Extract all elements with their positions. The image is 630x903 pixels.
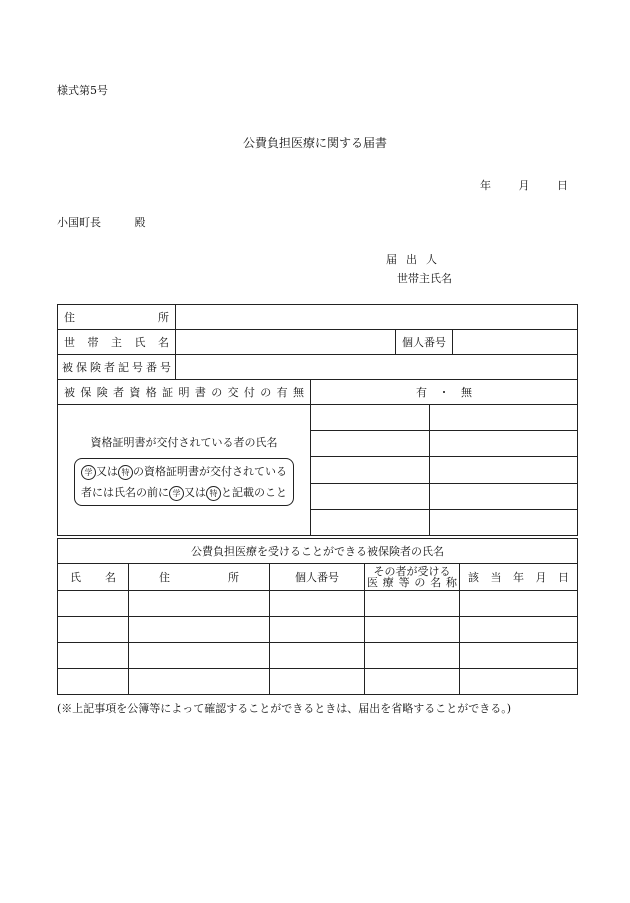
certificate-holder-grid: [311, 405, 578, 536]
holder-name-cell[interactable]: [311, 483, 429, 509]
form-number: 様式第5号: [57, 84, 108, 97]
recipient-number-cell[interactable]: [270, 643, 365, 669]
note-line-2: [81, 482, 287, 503]
personal-number-field[interactable]: [453, 330, 578, 355]
recipient-care-cell[interactable]: [365, 617, 460, 643]
addressee: [57, 214, 146, 230]
student-symbol-icon: 学: [169, 486, 184, 501]
householder-name-field[interactable]: [176, 330, 396, 355]
personal-number-label: 個人番号: [396, 330, 453, 355]
date-month-label: 月: [518, 179, 530, 192]
recipient-date-cell[interactable]: [460, 617, 578, 643]
addressee-honorific: 殿: [134, 216, 146, 229]
recipient-name-cell[interactable]: [58, 643, 129, 669]
table-row: [58, 669, 578, 695]
col-date-header: 該当年月日: [460, 564, 578, 591]
special-symbol-icon: 特: [118, 465, 133, 480]
certificate-issued-label: 被保険者資格証明書の交付の有無: [58, 380, 311, 405]
address-label: 住所: [58, 305, 176, 330]
recipient-care-cell[interactable]: [365, 669, 460, 695]
note-text-2c: と記載のこと: [221, 486, 287, 499]
recipient-address-cell[interactable]: [129, 617, 270, 643]
address-field[interactable]: [176, 305, 578, 330]
notifier-label: 届出人: [386, 253, 446, 266]
recipient-address-cell[interactable]: [129, 643, 270, 669]
footnote: (※上記事項を公簿等によって確認することができるときは、届出を省略することができる。): [57, 702, 512, 715]
recipients-heading: 公費負担医療を受けることができる被保険者の氏名: [58, 539, 578, 564]
student-symbol-icon: 学: [81, 465, 96, 480]
note-line-1: [81, 461, 287, 482]
recipient-date-cell[interactable]: [460, 669, 578, 695]
date-year-label: 年: [480, 179, 491, 192]
certificate-holder-cell: [58, 405, 311, 536]
yes-no-choice[interactable]: 有 ・ 無: [311, 380, 578, 405]
table-row: [58, 617, 578, 643]
holder-name-cell[interactable]: [429, 483, 577, 509]
note-text-1: 又は: [96, 465, 118, 478]
recipient-name-cell[interactable]: [58, 591, 129, 617]
holder-name-cell[interactable]: [429, 431, 577, 457]
col-medical-care-line2: 医療等の名称: [367, 576, 457, 589]
holder-name-cell[interactable]: [311, 509, 429, 535]
householder-name-label: 世帯主氏名: [58, 330, 176, 355]
special-symbol-icon: 特: [206, 486, 221, 501]
certificate-note: [74, 458, 294, 506]
notification-table: [57, 304, 578, 536]
recipient-address-cell[interactable]: [129, 591, 270, 617]
holder-name-cell[interactable]: [311, 405, 429, 431]
page-title: 公費負担医療に関する届書: [242, 136, 387, 150]
certificate-heading: 資格証明書が交付されている者の氏名: [90, 436, 278, 449]
recipient-number-cell[interactable]: [270, 617, 365, 643]
date-day-label: 日: [557, 179, 568, 192]
recipient-date-cell[interactable]: [460, 591, 578, 617]
col-address-header: 住所: [129, 564, 270, 591]
table-row: [58, 591, 578, 617]
householder-label: 世帯主氏名: [397, 272, 452, 285]
recipient-number-cell[interactable]: [270, 591, 365, 617]
recipient-date-cell[interactable]: [460, 643, 578, 669]
holder-name-cell[interactable]: [429, 509, 577, 535]
note-text-2b: 又は: [184, 486, 206, 499]
note-text-2: 者には氏名の前に: [81, 486, 169, 499]
holder-name-cell[interactable]: [429, 405, 577, 431]
insurance-number-label: 被保険者記号番号: [58, 355, 176, 380]
recipient-name-cell[interactable]: [58, 617, 129, 643]
col-medical-care-line1: その者が受ける: [373, 565, 451, 578]
addressee-name: 小国町長: [57, 216, 101, 229]
col-medical-care-header: [365, 564, 460, 591]
recipient-address-cell[interactable]: [129, 669, 270, 695]
recipient-name-cell[interactable]: [58, 669, 129, 695]
col-name-header: 氏名: [58, 564, 129, 591]
recipient-care-cell[interactable]: [365, 591, 460, 617]
insurance-number-field[interactable]: [176, 355, 578, 380]
recipient-number-cell[interactable]: [270, 669, 365, 695]
holder-name-cell[interactable]: [311, 431, 429, 457]
col-personal-number-header: 個人番号: [270, 564, 365, 591]
recipient-care-cell[interactable]: [365, 643, 460, 669]
holder-name-cell[interactable]: [311, 457, 429, 483]
date-line: [480, 177, 568, 193]
note-text-1b: の資格証明書が交付されている: [133, 465, 287, 478]
recipients-table: [57, 538, 578, 695]
table-row: [58, 643, 578, 669]
certificate-holder-subtable: [311, 405, 577, 535]
holder-name-cell[interactable]: [429, 457, 577, 483]
